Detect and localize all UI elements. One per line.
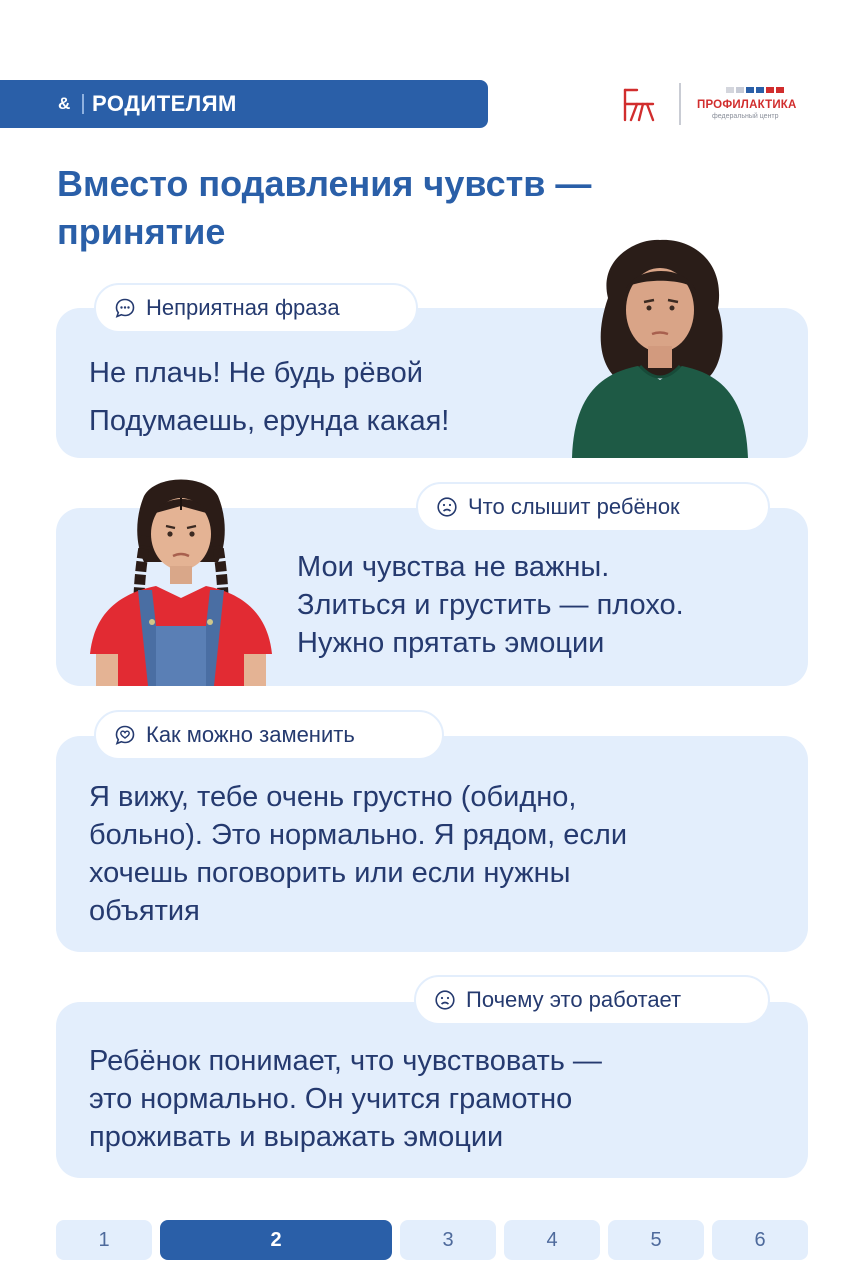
logo-divider (679, 83, 681, 125)
text-line: Не плачь! Не будь рёвой (89, 357, 423, 389)
family-icon: & (58, 94, 71, 113)
unpleasant-phrase-label (94, 283, 418, 333)
text-line: Злиться и грустить — плохо. (297, 589, 684, 621)
sad-face-icon (436, 496, 458, 518)
chair-logo-icon (617, 86, 661, 124)
text-line: больно). Это нормально. Я рядом, если (89, 819, 628, 851)
text-line: объятия (89, 895, 200, 927)
page-button-1[interactable]: 1 (56, 1220, 152, 1260)
logo-color-blocks (726, 87, 784, 93)
logo-name: ПРОФИЛАКТИКА (697, 99, 797, 111)
girl-photo (86, 476, 276, 686)
text-line: Ребёнок понимает, что чувствовать — (89, 1045, 602, 1077)
pill-label: Почему это работает (466, 987, 682, 1012)
text-line: Нужно прятать эмоции (297, 627, 605, 659)
text-line: Мои чувства не важны. (297, 551, 610, 583)
speech-bubble-icon (114, 297, 136, 319)
replacement-label (94, 710, 444, 760)
logo-subtitle: федеральный центр (712, 113, 779, 120)
page-button-4[interactable]: 4 (504, 1220, 600, 1260)
section-label: РОДИТЕЛЯМ (92, 91, 237, 116)
banner-divider (82, 94, 84, 114)
text-line: хочешь поговорить или если нужны (89, 857, 571, 889)
text-line: это нормально. Он учится грамотно (89, 1083, 573, 1115)
child-hears-label (416, 482, 770, 532)
pill-label: Неприятная фраза (146, 295, 340, 320)
section-banner (0, 80, 488, 128)
page-button-3[interactable]: 3 (400, 1220, 496, 1260)
title-line-2: принятие (57, 211, 226, 252)
why-it-works-label (414, 975, 770, 1025)
page-button-6[interactable]: 6 (712, 1220, 808, 1260)
page-button-2-current[interactable]: 2 (160, 1220, 392, 1260)
unpleasant-phrase-text (89, 349, 449, 445)
pill-label: Что слышит ребёнок (468, 494, 680, 519)
child-hears-text (297, 548, 684, 662)
pill-label: Как можно заменить (146, 722, 355, 747)
text-line: проживать и выражать эмоции (89, 1121, 504, 1153)
why-it-works-text (89, 1042, 602, 1156)
sad-face-icon (434, 989, 456, 1011)
title-line-1: Вместо подавления чувств — (57, 163, 592, 204)
text-line: Подумаешь, ерунда какая! (89, 405, 450, 437)
pagination (56, 1220, 808, 1260)
heart-bubble-icon (114, 724, 136, 746)
replacement-text (89, 778, 627, 930)
text-line: Я вижу, тебе очень грустно (обидно, (89, 781, 577, 813)
page-button-5[interactable]: 5 (608, 1220, 704, 1260)
woman-photo (568, 238, 752, 458)
